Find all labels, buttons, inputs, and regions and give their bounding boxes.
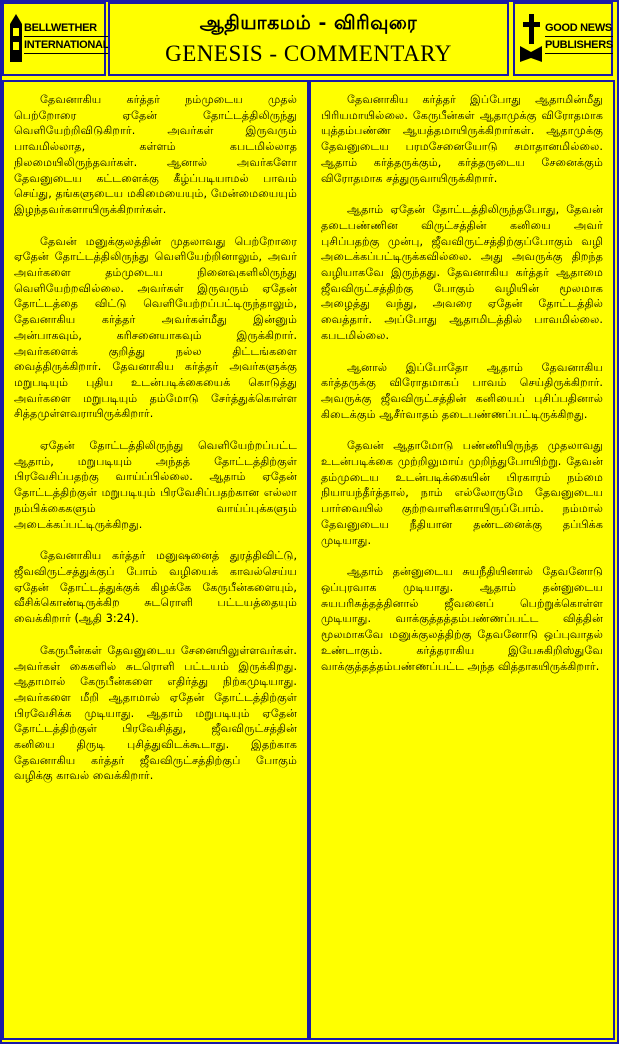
bellwether-logo xyxy=(2,2,110,76)
logo-left-line-2: INTERNATIONAL xyxy=(24,37,109,54)
logo-right-line-2: PUBLISHERS xyxy=(545,37,613,54)
right-paragraph-3: ஆனால் இப்போதோ ஆதாம் தேவனாகிய கர்த்தருக்கு விரோதமாகப் பாவம் செய்திருக்கிறார். அவருக்கு ஜீவவிருட்சத்தின் கனியைப் புசிப்பதினால் கிடைக்கும் ஆசீர்வாதம் தடைபண்ணப்பட்டிருக்கிறது. xyxy=(321,360,603,421)
bell-tower-icon xyxy=(7,14,25,64)
right-column xyxy=(309,80,615,1040)
logo-right-line-1: GOOD NEWS xyxy=(545,20,613,37)
logo-left-line-1: BELLWETHER xyxy=(24,20,109,37)
left-paragraph-1: தேவனாகிய கர்த்தர் நம்முடைய முதல் பெற்றோரை ஏதேன் தோட்டத்திலிருந்து வெளியேற்றிவிடுகிறார். அவர்கள் இருவரும் பாவமில்லாத, கள்ளம் கபடமில்லாத நிலமையிலிருந்தவர்கள். ஆனால் அவர்களோ தேவனுடைய கட்டளைக்கு கீழ்ப்படியாமல் பாவம் செய்து, தங்களுடைய மகிமையையும், மேன்மையையும் இழந்தவர்களாயிருக்கிறார்கள். xyxy=(14,93,297,216)
logo-right-text xyxy=(545,20,613,54)
left-paragraph-2: தேவன் மனுக்குலத்தின் முதலாவது பெற்றோரை ஏதேன் தோட்டத்திலிருந்து வெளியேற்றினாலும், அவர் அவர்களை தம்முடைய நினைவுகளிலிருந்து வெளியேற்றவில்லை. அவர்கள் இருவரும் ஏதேன் தோட்டத்தை விட்டு வெளியேற்றப்பட்டிருந்தாலும், தேவனாகிய கர்த்தர் அவர்கள்மீது இன்னும் அன்பாகவும், கரிசனையாகவும் இருக்கிறார். அவர்களைக் குறித்து நல்ல திட்டங்களை வைத்திருக்கிறார். தேவனாகிய கர்த்தர் அவர்களுக்கு மறுபடியும் புதிய உடன்படிக்கையைக் கொடுத்து அவர்களை மறுபடியும் தம்மோடு சேர்த்துக்கொள்ள சித்தமுள்ளவராயிருக்கிறார். xyxy=(14,234,297,421)
right-paragraph-1: தேவனாகிய கர்த்தர் இப்போது ஆதாமின்மீது பிரியமாயில்லை. கேருபீன்கள் ஆதாமுக்கு விரோதமாக யுத்தம்பண்ண ஆயத்தமாயிருக்கிறார்கள். ஆதாமுக்கு தேவனுடைய பரமசேனையோடு சமாதானமில்லை. ஆதாம் கர்த்தருக்கும், கர்த்தருடைய சேனைக்கும் விரோதமாக சத்துருவாயிருக்கிறார். xyxy=(321,93,603,185)
left-column xyxy=(2,80,309,1040)
header xyxy=(2,2,613,76)
page-title-tamil: ஆதியாகமம் - விரிவுரை xyxy=(199,12,418,34)
left-paragraph-5: கேருபீன்கள் தேவனுடைய சேனையிலுள்ளவர்கள். அவர்கள் கைகளில் சுடரொளி பட்டயம் இருக்கிறது. ஆதாமால் கேருபீன்களை எதிர்த்து நிற்கமுடியாது. அவர்களை மீறி ஆதாமால் ஏதேன் தோட்டத்திற்குள் பிரவேசிக்க முடியாது. ஆதாம் மறுபடியும் ஏதேன் தோட்டத்திற்குள் பிரவேசித்து, ஜீவவிருட்சத்தின் கனியை திருடி புசித்துவிடக்கூடாது. இதற்காக தேவனாகிய கர்த்தர் ஜீவவிருட்சத்திற்குப் போகும் வழிக்கு காவல் வைக்கிறார். xyxy=(14,643,297,783)
logo-left-text xyxy=(24,20,109,54)
right-paragraph-2: ஆதாம் ஏதேன் தோட்டத்திலிருந்தபோது, தேவன் தடைபண்ணின விருட்சத்தின் கனியை அவர் புசிப்பதற்கு முன்பு, ஜீவவிருட்சத்திற்குப்போகும் வழி அடைக்கப்பட்டிருக்கவில்லை. அது அவருக்கு திறந்த வழியாகவே இருந்தது. தேவனாகிய கர்த்தர் ஆதாமை ஜீவவிருட்சத்திற்கு போகும் வழியின் மூலமாக அழைத்து வந்து, அவரை ஏதேன் தோட்டத்தில் வைத்தார். அப்போது ஆதாமிடத்தில் பாவமில்லை. கபடமில்லை. xyxy=(321,203,603,342)
left-paragraph-4: தேவனாகிய கர்த்தர் மனுஷனைத் துரத்திவிட்டு, ஜீவவிருட்சத்துக்குப் போம் வழியைக் காவல்செய்ய ஏதேன் தோட்டத்துக்குக் கிழக்கே கேருபீன்களையும், வீசிக்கொண்டிருக்கிற சுடரொளி பட்டயத்தையும் வைக்கிறார் (ஆதி 3:24). xyxy=(14,549,297,626)
right-paragraph-4: தேவன் ஆதாமோடு பண்ணியிருந்த முதலாவது உடன்படிக்கை முற்றிலுமாய் முறிந்துபோயிற்று. தேவன் தம்முடைய உடன்படிக்கையின் பிரகாரம் நம்மை நியாயந்தீர்த்தால், நாம் எல்லோருமே தேவனுடைய பார்வையில் குற்றவாளிகளாயிருப்போம். நம்மால் தேவனுடைய நீதியான தண்டனைக்கு தப்பிக்க முடியாது. xyxy=(321,439,603,547)
left-paragraph-3: ஏதேன் தோட்டத்திலிருந்து வெளியேற்றப்பட்ட ஆதாம், மறுபடியும் அந்தத் தோட்டத்திற்குள் பிரவேசிப்பதற்கு வாய்ப்பில்லை. ஆதாம் ஏதேன் தோட்டத்திற்குள் மறுபடியும் பிரவேசிப்பதற்கான எல்லா நம்பிக்கைகளும் வாய்ப்புக்களும் அடைக்கப்பட்டிருக்கிறது. xyxy=(14,439,297,531)
page-title-english: GENESIS - COMMENTARY xyxy=(165,41,452,66)
cross-book-icon xyxy=(519,14,543,64)
title-box xyxy=(108,2,509,76)
right-paragraph-5: ஆதாம் தன்னுடைய சுயநீதியினால் தேவனோடு ஒப்புரவாக முடியாது. ஆதாம் தன்னுடைய சுயபரிசுத்தத்தினால் ஜீவனைப் பெற்றுக்கொள்ள முடியாது. வாக்குத்தத்தம்பண்ணப்பட்ட வித்தின் மூலமாகவே மனுக்குலத்திற்கு தேவனோடு ஒப்புவாதல் உண்டாகும். கர்த்தராகிய இயேசுகிறிஸ்துவே வாக்குத்தத்தம்பண்ணப்பட்ட அந்த வித்தாகயிருக்கிறார். xyxy=(321,565,603,673)
good-news-logo xyxy=(513,2,613,76)
